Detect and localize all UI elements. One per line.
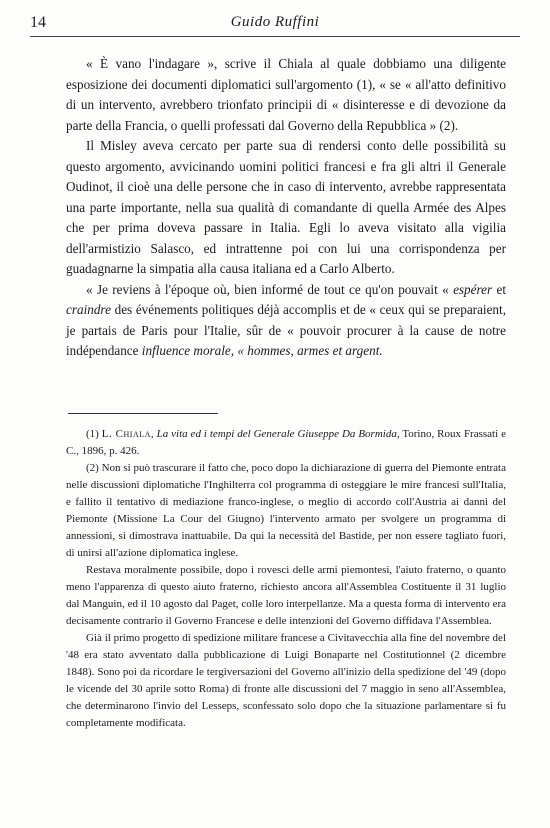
quote-text-e: des événements politiques déjà accomplis et de « ceux qui se preparaient, je partais de Paris pour l'Italie, sûr de « pouvoir procurer à la cause de notre indépendance (66, 302, 506, 358)
page-number: 14 (30, 14, 46, 31)
footnote-divider (68, 413, 218, 414)
footnote-2-para-1: (2) Non si può trascurare il fatto che, poco dopo la dichiarazione di guerra del Piemonte entrata nelle discussioni diplomatiche l'Inghilterra col programma di osteggiare le mire francesi sull'Italia, e fallito il tentativo di mediazione franco-inglese, o meglio di accordo coll'Austria ai danni del Piemonte (Missione La Cour del Giugno) l'intervento armato per svolgere un programma di annessioni, si dimostrava inattuabile. Da qui la necessità del Bastide, per non essere tagliato fuori, di unirsi all'azione diplomatica inglese. (66, 462, 506, 559)
quote-text-c: et (492, 281, 506, 297)
footnotes (66, 426, 506, 732)
footnote-1-author: L. Chiala (101, 428, 151, 440)
paragraph-1: « È vano l'indagare », scrive il Chiala al quale dobbiamo una diligente esposizione dei documenti diplomatici sull'argomento (1), « se « all'atto definitivo di un intervento, avrebbero trionfato principii di « disinteresse e di devozione da parte della Francia, o quelli professati dal Governo della Repubblica » (2). (66, 56, 506, 133)
footnote-1-number: (1) (86, 428, 102, 440)
paragraph-3-quote (66, 280, 506, 362)
quote-text-a: « Je reviens à l'époque où, bien informé de tout ce qu'on pouvait « (86, 281, 454, 297)
running-head: Guido Ruffini (230, 14, 320, 30)
quote-italic-esperer: espérer (453, 281, 493, 297)
quote-italic-craindre: craindre (66, 302, 111, 317)
footnote-1-sep: , (150, 428, 157, 440)
footnote-1-title: La vita ed i tempi del Generale Giuseppe Da Bormida (156, 428, 397, 440)
quote-italic-ending: influence morale, « hommes, armes et argent. (141, 343, 383, 358)
footnote-2-para-3: Già il primo progetto di spedizione militare francese a Civitavecchia alla fine del novembre del '48 era stato avventato dalla pubblicazione di Luigi Bonaparte nel Costitutionnel (2 dicembre 1848). Sono poi da ricordare le tergiversazioni del Governo all'inizio della spedizione del '49 (dopo le vicende del 30 aprile sotto Roma) di fronte alle discussioni del 7 maggio in seno all'Assemblea, che determinarono l'invio del Lesseps, sconfessato solo dopo che la situazione parlamentare si fu completamente modificata. (66, 632, 506, 729)
main-text (66, 54, 506, 362)
footnote-2-para-2: Restava moralmente possibile, dopo i rovesci delle armi piemontesi, l'aiuto fraterno, o quanto meno l'apparenza di questo aiuto fraterno, richiesto ancora all'Assemblea Costituente il 31 luglio dal Manguin, ed il 10 agosto dal Paget, colle loro interpellanze. Ma a questa forma di intervento era decisamente contrario il Governo Francese e delle intenzioni del Governo diffidava l'Assemblea. (66, 564, 506, 627)
footnote-1 (66, 426, 506, 460)
footnote-1-citation: , Torino, Roux Frassati e C., 1896, p. 426. (66, 428, 506, 457)
page-header (30, 14, 520, 37)
paragraph-2: Il Misley aveva cercato per parte sua di rendersi conto delle possibilità su questo argomento, avvicinando uomini politici francesi e fra gli altri il Generale Oudinot, il cioè una delle persone che in caso di intervento, avrebbe rappresentata una parte importante, nella sua qualità di comandante di quella Armée des Alpes che per prima doveva passare in Italia. Egli lo aveva visitato alla vigilia dell'armistizio Salasco, ed intrattenne poi con lui una corrispondenza per guadagnarne la simpatia alla causa italiana ed a Carlo Alberto. (66, 138, 506, 276)
